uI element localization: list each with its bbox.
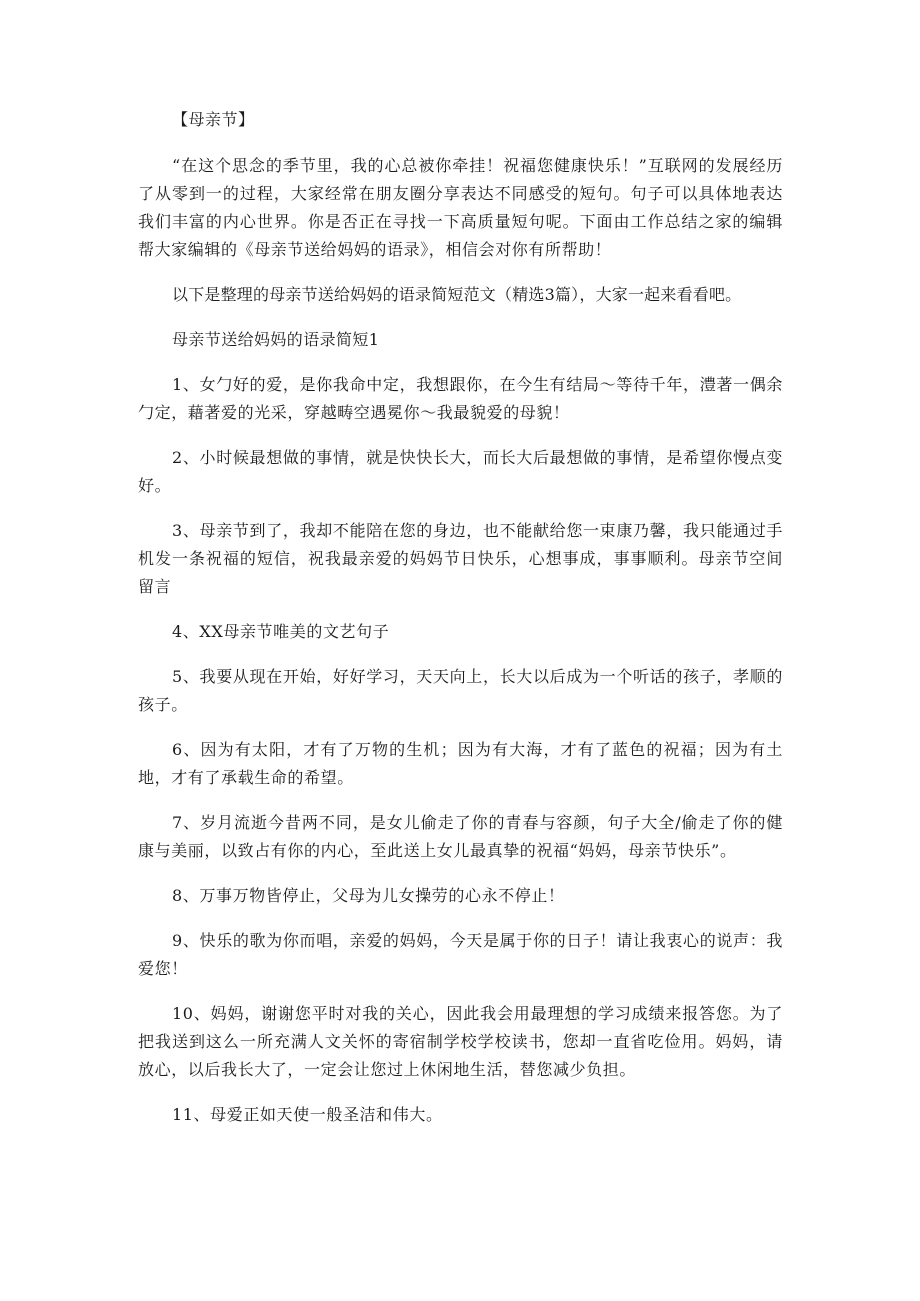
list-item: 6、因为有太阳，才有了万物的生机；因为有大海，才有了蓝色的祝福；因为有土地，才有了承载生命的希望。 [138,740,783,787]
summary-paragraph: 以下是整理的母亲节送给妈妈的语录简短范文（精选3篇），大家一起来看看吧。 [172,285,742,304]
list-item: 3、母亲节到了，我却不能陪在您的身边，也不能献给您一束康乃馨，我只能通过手机发一条祝福的短信，祝我最亲爱的妈妈节日快乐，心想事成，事事顺利。母亲节空间留言 [138,521,783,596]
list-item: 9、快乐的歌为你而唱，亲爱的妈妈，今天是属于你的日子！请让我衷心的说声：我爱您！ [138,931,783,978]
section-title: 母亲节送给妈妈的语录简短1 [172,330,380,349]
list-item: 5、我要从现在开始，好好学习，天天向上，长大以后成为一个听话的孩子，孝顺的孩子。 [138,667,783,714]
list-item: 10、妈妈，谢谢您平时对我的关心，因此我会用最理想的学习成绩来报答您。为了把我送到这么一所充满人文关怀的寄宿制学校学校读书，您却一直省吃俭用。妈妈，请放心，以后我长大了，一定会让您过上休闲地生活，替您减少负担。 [138,1004,783,1079]
document-heading: 【母亲节】 [172,110,255,129]
intro-paragraph: “在这个思念的季节里，我的心总被你牵挂！祝福您健康快乐！”互联网的发展经历了从零到一的过程，大家经常在朋友圈分享表达不同感受的短句。句子可以具体地表达我们丰富的内心世界。你是否正在寻找一下高质量短句呢。下面由工作总结之家的编辑帮大家编辑的《母亲节送给妈妈的语录》，相信会对你有所帮助！ [138,156,783,259]
list-item: 1、女勹好的爱，是你我命中定，我想跟你，在今生有结局～等待千年，澧著一偶余勹定，藉著爱的光采，穿越畴空遇冕你～我最貌爱的母貌！ [138,375,783,422]
list-item: 2、小时候最想做的事情，就是快快长大，而长大后最想做的事情，是希望你慢点变好。 [138,448,783,495]
list-item: 11、母爱正如天使一般圣洁和伟大。 [172,1105,443,1124]
list-item: 7、岁月流逝今昔两不同，是女儿偷走了你的青春与容颜，句子大全/偷走了你的健康与美丽，以致占有你的内心，至此送上女儿最真挚的祝福“妈妈，母亲节快乐”。 [138,813,783,860]
list-item: 4、XX母亲节唯美的文艺句子 [172,622,390,641]
list-item: 8、万事万物皆停止，父母为儿女操劳的心永不停止！ [172,886,565,905]
document-page [138,106,783,1146]
